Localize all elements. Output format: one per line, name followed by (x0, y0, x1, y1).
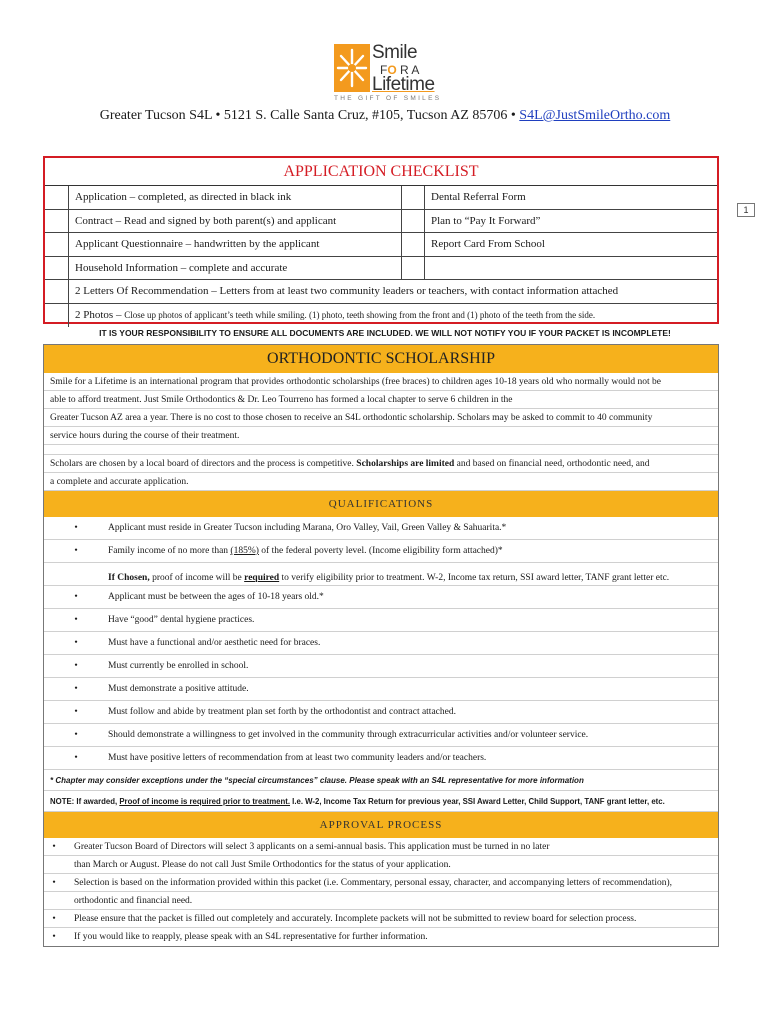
scholarship-section (43, 344, 719, 947)
qualifications-title: QUALIFICATIONS (44, 491, 718, 517)
chapter-address (0, 108, 770, 124)
checklist-row (45, 280, 717, 304)
checklist-item-label: 2 Letters Of Recommendation – Letters from at least two community leaders or teachers, with contact information attached (75, 285, 619, 297)
checklist-title: APPLICATION CHECKLIST (45, 158, 717, 186)
checklist-item-label: Applicant Questionnaire – handwritten by the applicant (75, 238, 320, 250)
checklist-item-label: Report Card From School (431, 238, 545, 250)
checkbox-photos[interactable] (45, 304, 69, 328)
logo-tagline: THE GIFT OF SMILES (334, 95, 442, 102)
checklist-item-label: Dental Referral Form (431, 191, 526, 203)
checkbox-recommendation-letters[interactable] (45, 280, 69, 303)
scholarship-title: ORTHODONTIC SCHOLARSHIP (44, 345, 718, 373)
checklist-row (45, 186, 717, 210)
spacer (44, 445, 718, 455)
qualification-item: • Applicant must be between the ages of 10-18 years old.* (44, 586, 718, 609)
scholarship-text-line: Greater Tucson AZ area a year. There is no cost to those chosen to receive an S4L orthodontic scholarship. Scholars may be asked to commit to 40 community (44, 409, 718, 427)
exceptions-note: * Chapter may consider exceptions under the “special circumstances” clause. Please speak with an S4L representative for more information (44, 770, 718, 791)
checklist-item-label: 2 Photos – Close up photos of applicant’s teeth while smiling. (1) photo, teeth showing from the front and (1) photo of the teeth from the side. (75, 308, 596, 321)
checkbox-household-info[interactable] (45, 257, 69, 280)
qualification-item: • Must have a functional and/or aesthetic need for braces. (44, 632, 718, 655)
checkbox-pay-it-forward[interactable] (401, 210, 425, 233)
checklist-row (45, 233, 717, 257)
checkbox-questionnaire[interactable] (45, 233, 69, 256)
scholarship-text-line: able to afford treatment. Just Smile Orthodontics & Dr. Leo Tourreno has formed a local chapter to serve 6 children in the (44, 391, 718, 409)
logo-word-for-a: FO R A (380, 63, 420, 77)
checklist-item-label (425, 257, 717, 280)
approval-item-continued: orthodontic and financial need. (44, 892, 718, 910)
checkbox-contract[interactable] (45, 210, 69, 233)
address-text: Greater Tucson S4L • 5121 S. Calle Santa Cruz, #105, Tucson AZ 85706 • (99, 108, 520, 123)
logo-sunburst-icon (334, 44, 370, 92)
qualification-item: • Must currently be enrolled in school. (44, 655, 718, 678)
approval-item: • Selection is based on the information provided within this packet (i.e. Commentary, personal essay, character, and accompanying letters of recommendation), (44, 874, 718, 892)
checkbox-dental-referral[interactable] (401, 186, 425, 209)
proof-of-income-note: NOTE: If awarded, Proof of income is required prior to treatment. I.e. W-2, Income Tax Return for previous year, SSI Award Letter, Child Support, TANF grant letter, etc. (44, 791, 718, 812)
approval-item: • Please ensure that the packet is filled out completely and accurately. Incomplete packets will not be submitted to review board for selection process. (44, 910, 718, 928)
checklist-item-label: Household Information – complete and accurate (75, 261, 288, 274)
qualification-item: • Must have positive letters of recommendation from at least two community leaders and/or teachers. (44, 747, 718, 770)
checkbox-report-card[interactable] (401, 233, 425, 256)
checkbox-application[interactable] (45, 186, 69, 209)
qualification-item: • Family income of no more than (185%) of the federal poverty level. (Income eligibility form attached)* (44, 540, 718, 563)
logo-word-lifetime: Lifetime (372, 74, 435, 95)
email-link[interactable]: S4L@JustSmileOrtho.com (519, 108, 671, 123)
smile-for-a-lifetime-logo (334, 44, 446, 106)
qualification-item: • Must demonstrate a positive attitude. (44, 678, 718, 701)
approval-item: • Greater Tucson Board of Directors will select 3 applicants on a semi-annual basis. This application must be turned in no later (44, 838, 718, 856)
empty-cell (401, 257, 425, 280)
approval-process-title: APPROVAL PROCESS (44, 812, 718, 838)
responsibility-notice: IT IS YOUR RESPONSIBILITY TO ENSURE ALL DOCUMENTS ARE INCLUDED. WE WILL NOT NOTIFY YOU IF YOUR PACKET IS INCOMPLETE! (99, 328, 671, 338)
checklist-row (45, 304, 717, 328)
scholarship-text-line: Smile for a Lifetime is an international program that provides orthodontic scholarships (free braces) to children ages 10-18 years old who normally would not be (44, 373, 718, 391)
qualification-item: • Applicant must reside in Greater Tucson including Marana, Oro Valley, Vail, Green Valley & Sahuarita.* (44, 517, 718, 540)
checklist-item-label: Plan to “Pay It Forward” (431, 214, 541, 227)
checklist-row (45, 257, 717, 281)
checklist-item-label: Application – completed, as directed in black ink (75, 191, 292, 203)
approval-item-continued: than March or August. Please do not call Just Smile Orthodontics for the status of your application. (44, 856, 718, 874)
scholarship-text-line: Scholars are chosen by a local board of directors and the process is competitive. Scholarships are limited and based on financial need, orthodontic need, and (44, 455, 718, 473)
application-checklist (43, 156, 719, 324)
logo-word-smile: Smile (372, 42, 418, 63)
checklist-row (45, 210, 717, 234)
proof-of-income-line: If Chosen, proof of income will be required to verify eligibility prior to treatment. W-2, Income tax return, SSI award letter, TANF grant letter etc. (44, 563, 718, 586)
scholarship-text-line: service hours during the course of their treatment. (44, 427, 718, 445)
qualification-item: • Should demonstrate a willingness to get involved in the community through extracurricular activities and/or volunteer service. (44, 724, 718, 747)
qualification-item: • Must follow and abide by treatment plan set forth by the orthodontist and contract attached. (44, 701, 718, 724)
page-number-badge: 1 (737, 203, 755, 217)
scholarship-text-line: a complete and accurate application. (44, 473, 718, 491)
checklist-item-label: Contract – Read and signed by both parent(s) and applicant (75, 214, 337, 227)
qualification-item: • Have “good” dental hygiene practices. (44, 609, 718, 632)
approval-item: • If you would like to reapply, please speak with an S4L representative for further information. (52, 932, 428, 942)
